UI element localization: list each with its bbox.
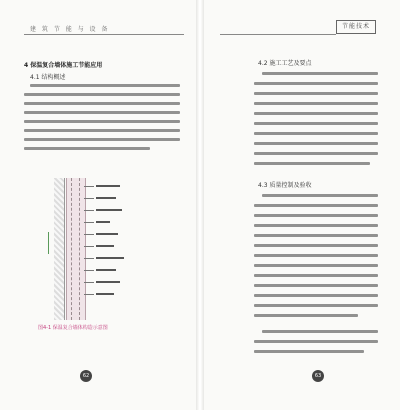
mesh-line <box>79 178 80 320</box>
left-page-number: 62 <box>80 370 92 382</box>
right-page-number: 63 <box>312 370 324 382</box>
concrete-wall-layer <box>54 178 65 320</box>
right-header-rule <box>220 34 336 35</box>
figure-caption: 图4-1 保温复合墙体构造示意图 <box>38 325 108 331</box>
book-gutter <box>196 0 204 410</box>
right-header-tab: 节能技术 <box>336 20 376 34</box>
left-header-rule <box>24 34 184 35</box>
section-title: 4 保温复合墙体施工节能应用 <box>24 62 103 69</box>
right-subsection-b: 4.3 质量控制及验收 <box>258 182 312 189</box>
left-subsection-heading: 4.1 结构概述 <box>30 74 66 81</box>
right-subsection-a: 4.2 施工工艺及要点 <box>258 60 312 67</box>
left-page <box>0 0 196 410</box>
mesh-line <box>71 178 72 320</box>
wall-section-figure <box>40 178 144 320</box>
insulation-layer <box>66 178 86 320</box>
left-running-header: 建 筑 节 能 与 设 备 <box>30 26 110 33</box>
dimension-marker <box>48 232 49 254</box>
